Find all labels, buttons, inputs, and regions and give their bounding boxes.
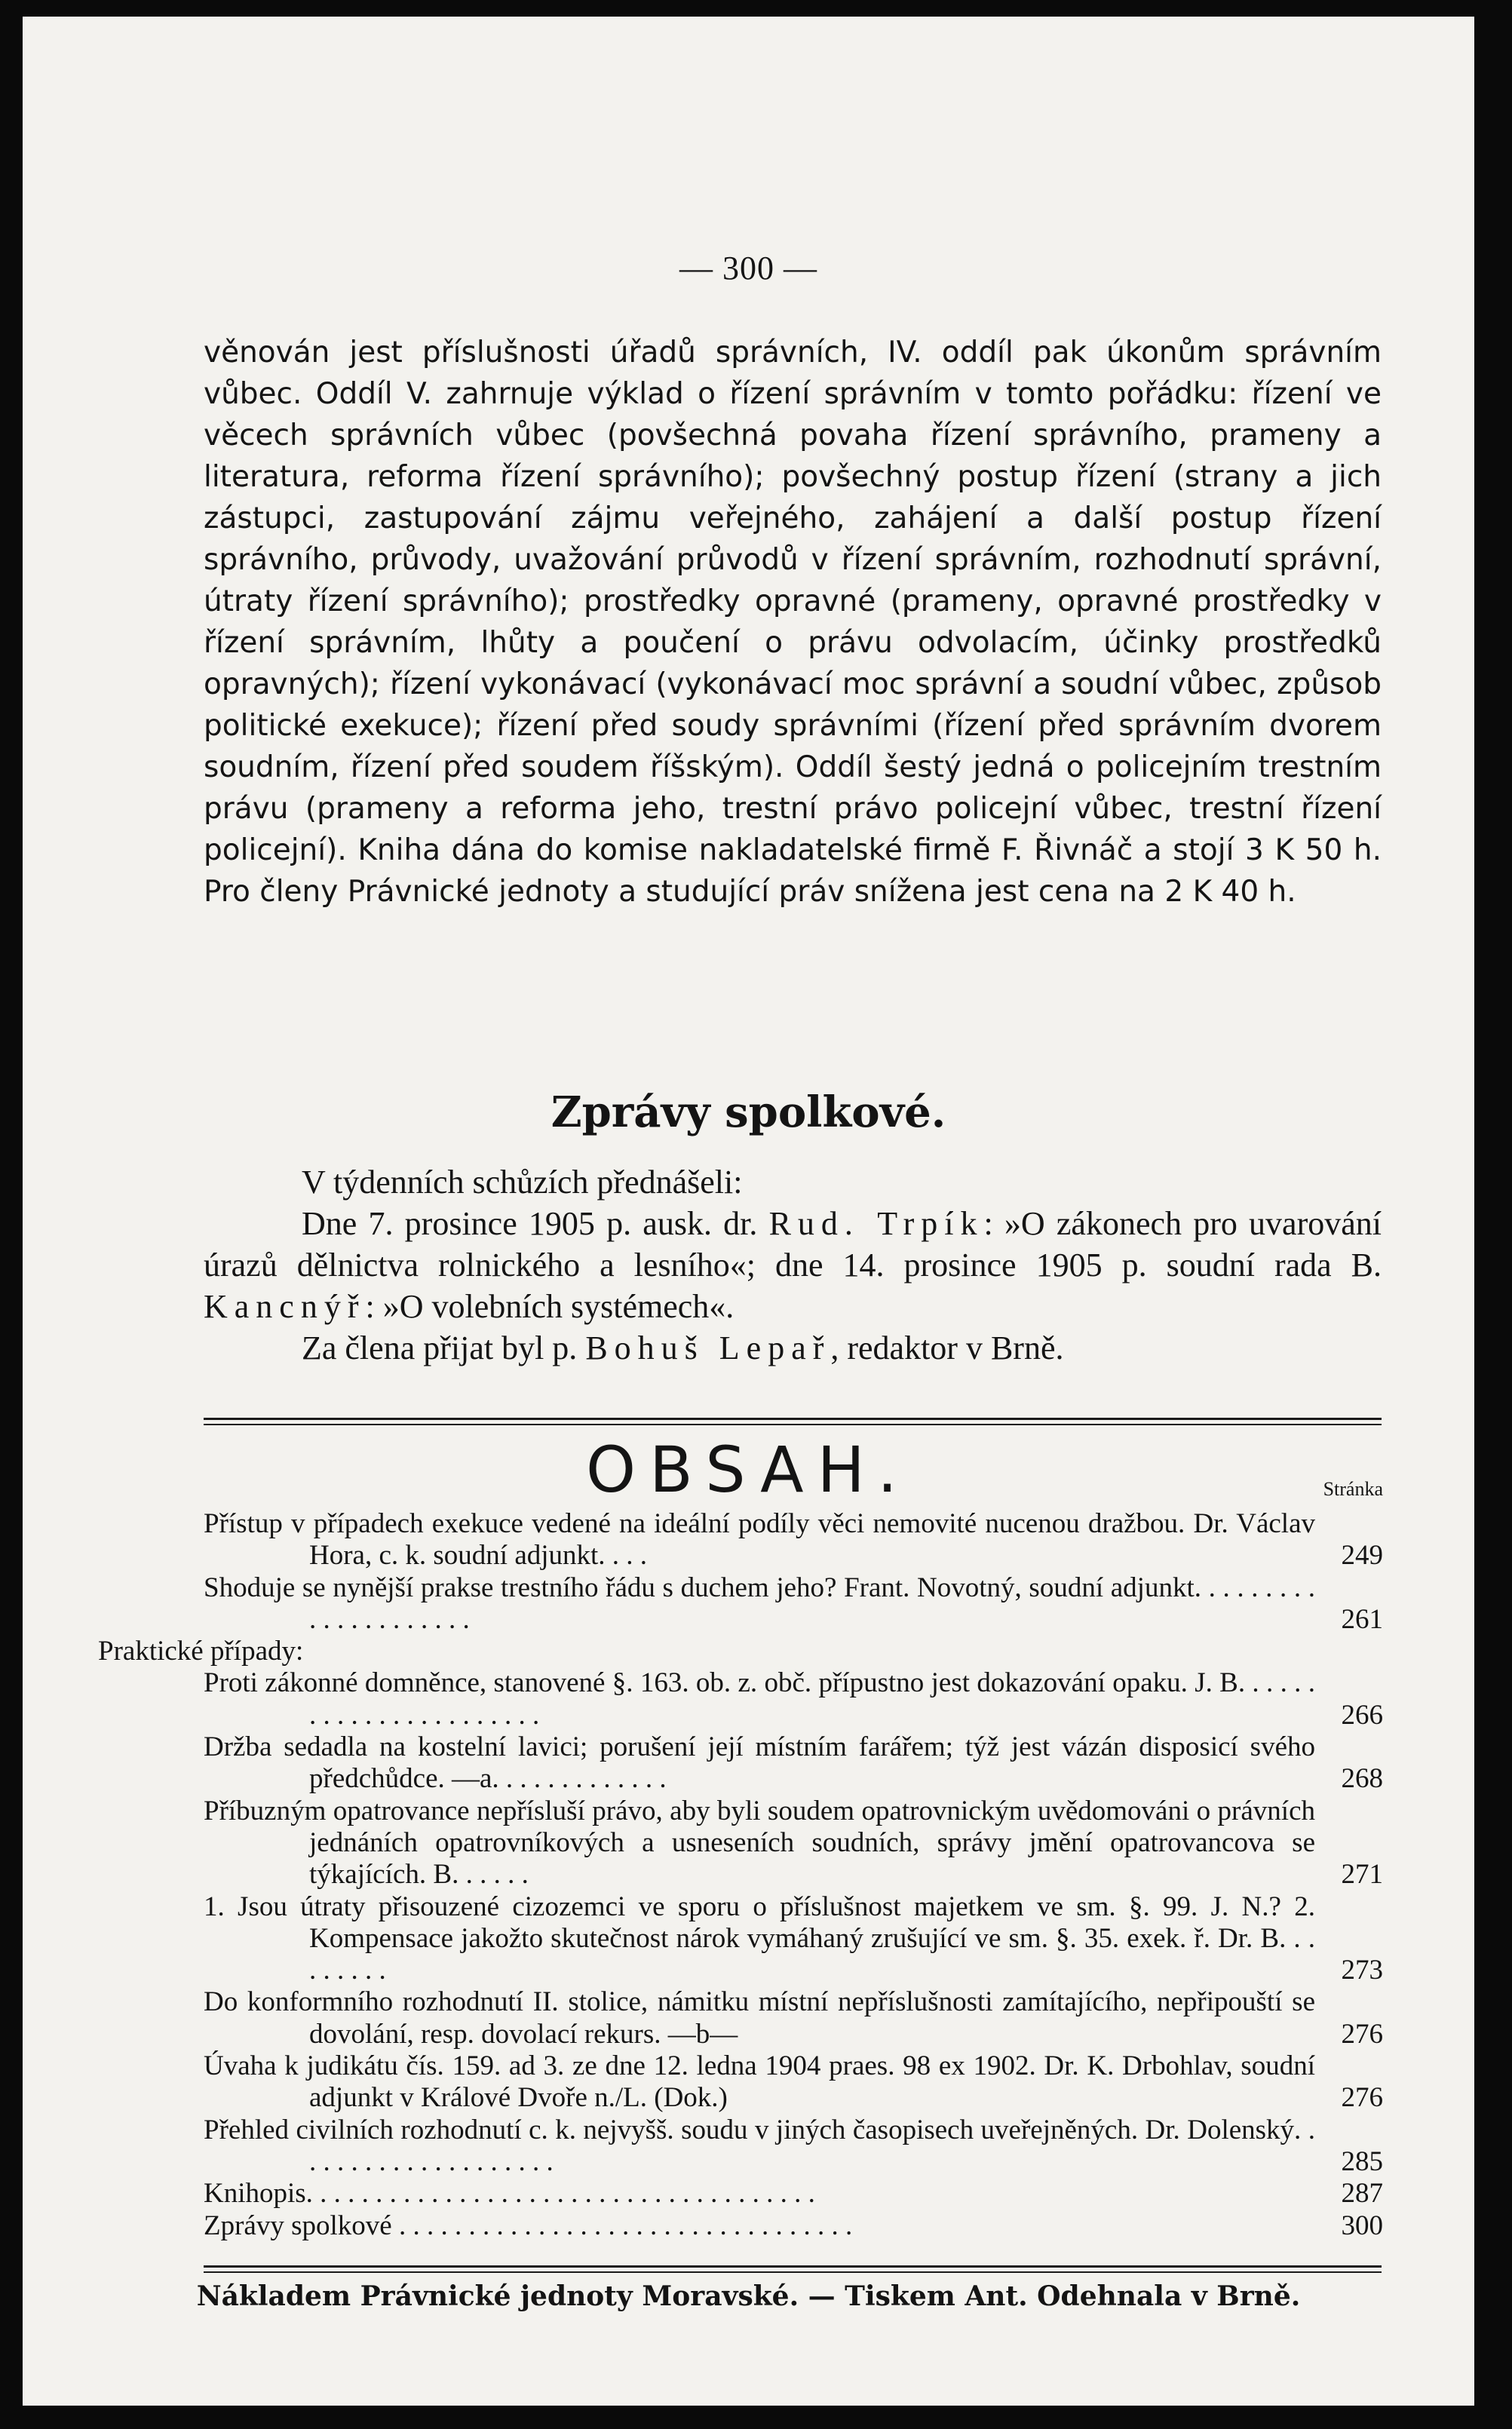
toc-entry [204,1572,1383,1636]
toc-entry-page: 276 [1341,2018,1383,2050]
divider-bottom [204,2265,1382,2268]
toc-entry-title: Držba sedadla na kostelní lavici; porušení její místním farářem; týž jest vázán disposicí svého předchůdce. —a. . . . . . . . . . . . . [204,1731,1315,1795]
new-member-paragraph [204,1327,1382,1369]
member-text-pre: Za člena přijat byl p. [302,1330,586,1366]
society-news-section [204,1161,1382,1369]
publisher-footer: Nákladem Právnické jednoty Moravské. — Tiskem Ant. Odehnala v Brně. [196,2280,1301,2312]
document-page [23,17,1474,2406]
toc-entry [98,1636,1383,1667]
toc-entry-title: Úvaha k judikátu čís. 159. ad 3. ze dne 12. ledna 1904 praes. 98 ex 1902. Dr. K. Drbohlav, soudní adjunkt v Králové Dvoře n./L. (Dok.) [204,2050,1315,2114]
toc-entry [204,2050,1383,2115]
toc-entry-title: 1. Jsou útraty přisouzené cizozemci ve sporu o příslušnost majetkem ve sm. §. 99. J. N.? 2. Kompensace jakožto skutečnost nárok vymáhaný zrušující ve sm. §. 35. exek. ř. Dr. B. . . . . . . . . [204,1891,1315,1986]
toc-entry-title: Příbuzným opatrovance nepřísluší právo, aby byli soudem opatrovnickým uvědomováni o právních jednáních opatrovníkových a usneseních soudních, správy jmění opatrovancova se týkajících. B. . . . . . [204,1795,1315,1891]
lectures-intro: V týdenních schůzích přednášeli: [302,1164,743,1201]
toc-entry-page: 271 [1341,1859,1383,1891]
contents-page-label: Stránka [1323,1478,1383,1500]
toc-entry-page: 266 [1341,1699,1383,1731]
toc-entry-page: 273 [1341,1955,1383,1986]
toc-entry-page: 249 [1341,1540,1383,1572]
lectures-paragraph [204,1203,1382,1327]
lecturer-name-trpik: Rud. Trpík [768,1205,984,1242]
lecture-text-mid: : »O zákonech pro uvarování úrazů dělnictva rolnického a lesního«; dne 14. prosince 1905 p. soudní rada B. [204,1205,1382,1284]
toc-entry-page: 285 [1341,2145,1383,2177]
contents-heading: OBSAH. [586,1433,911,1507]
toc-entry [204,1796,1383,1891]
toc-entry [204,1731,1383,1796]
toc-entry-title: Do konformního rozhodnutí II. stolice, námitku místní nepříslušnosti zamítajícího, nepřipouští se dovolání, resp. dovolací rekurs. —b— [204,1986,1315,2050]
society-news-heading: Zprávy spolkové. [551,1087,946,1137]
toc-entry-page: 268 [1341,1763,1383,1795]
divider-top-second [204,1424,1382,1425]
toc-entry [204,2210,1383,2242]
table-of-contents [98,1508,1383,2242]
toc-entry [204,1508,1383,1572]
toc-entry-title: Proti zákonné domněnce, stanovené §. 163. ob. z. obč. přípustno jest dokazování opaku. J. B. . . . . . . . . . . . . . . . . . . . . . . [204,1667,1315,1731]
divider-top [204,1418,1382,1420]
toc-entry [204,1986,1383,2050]
toc-entry-title: Přehled civilních rozhodnutí c. k. nejvyšš. soudu v jiných časopisech uveřejněných. Dr. Dolenský. . . . . . . . . . . . . . . . . . . . [204,2114,1315,2177]
member-text-post: , redaktor v Brně. [830,1330,1064,1366]
page-number: — 300 — [679,250,817,287]
lecture-text-post: : »O volebních systémech«. [365,1288,735,1325]
book-review-paragraph: věnován jest příslušnosti úřadů správních, IV. oddíl pak úkonům správním vůbec. Oddíl V. zahrnuje výklad o řízení správním v tomto pořádku: řízení ve věcech správních vůbec (povšechná povaha řízení správního, prameny a literatura, reforma řízení správního); povšechný postup řízení (strany a jich zástupci, zastupování zájmu veřejného, zahájení a další postup řízení správního, průvody, uvažování průvodů v řízení správním, rozhodnutí správní, útraty řízení správního); prostředky opravné (prameny, opravné prostředky v řízení správním, lhůty a poučení o právu odvolacím, účinky prostředků opravných); řízení vykonávací (vykonávací moc správní a soudní vůbec, způsob politické exekuce); řízení před soudy správními (řízení před správním dvorem soudním, řízení před soudem říšským). Oddíl šestý jedná o policejním trestním právu (prameny a reforma jeho, trestní právo policejní vůbec, trestní řízení policejní). Kniha dána do komise nakladatelské firmě F. Řivnáč a stojí 3 K 50 h. Pro členy Právnické jednoty a studující práv snížena jest cena na 2 K 40 h. [204,336,1382,909]
lecturer-name-kancnyr: Kancnýř [204,1288,366,1325]
toc-entry [204,1891,1383,1987]
toc-entry-title: Praktické případy: [98,1636,304,1667]
toc-entry-title: Přístup v případech exekuce vedené na ideální podíly věci nemovité nucenou dražbou. Dr. Václav Hora, c. k. soudní adjunkt. . . . [204,1508,1315,1572]
toc-entry [204,2115,1383,2179]
toc-entry-page: 287 [1341,2178,1383,2210]
toc-entry [204,1667,1383,1731]
toc-entry-title: Zprávy spolkové . . . . . . . . . . . . . . . . . . . . . . . . . . . . . . . . . [204,2210,853,2241]
toc-entry [204,2178,1383,2210]
toc-entry-page: 261 [1341,1603,1383,1635]
toc-entry-title: Knihopis. . . . . . . . . . . . . . . . . . . . . . . . . . . . . . . . . . . . . [204,2178,815,2210]
toc-entry-page: 276 [1341,2082,1383,2114]
lecture-text-pre: Dne 7. prosince 1905 p. ausk. dr. [302,1205,769,1242]
member-name: Bohuš Lepař [585,1330,831,1366]
divider-bottom-second [204,2271,1382,2273]
toc-entry-title: Shoduje se nynější prakse trestního řádu s duchem jeho? Frant. Novotný, soudní adjunkt. . . . . . . . . . . . . . . . . . . . . [204,1572,1315,1635]
toc-entry-page: 300 [1341,2210,1383,2241]
